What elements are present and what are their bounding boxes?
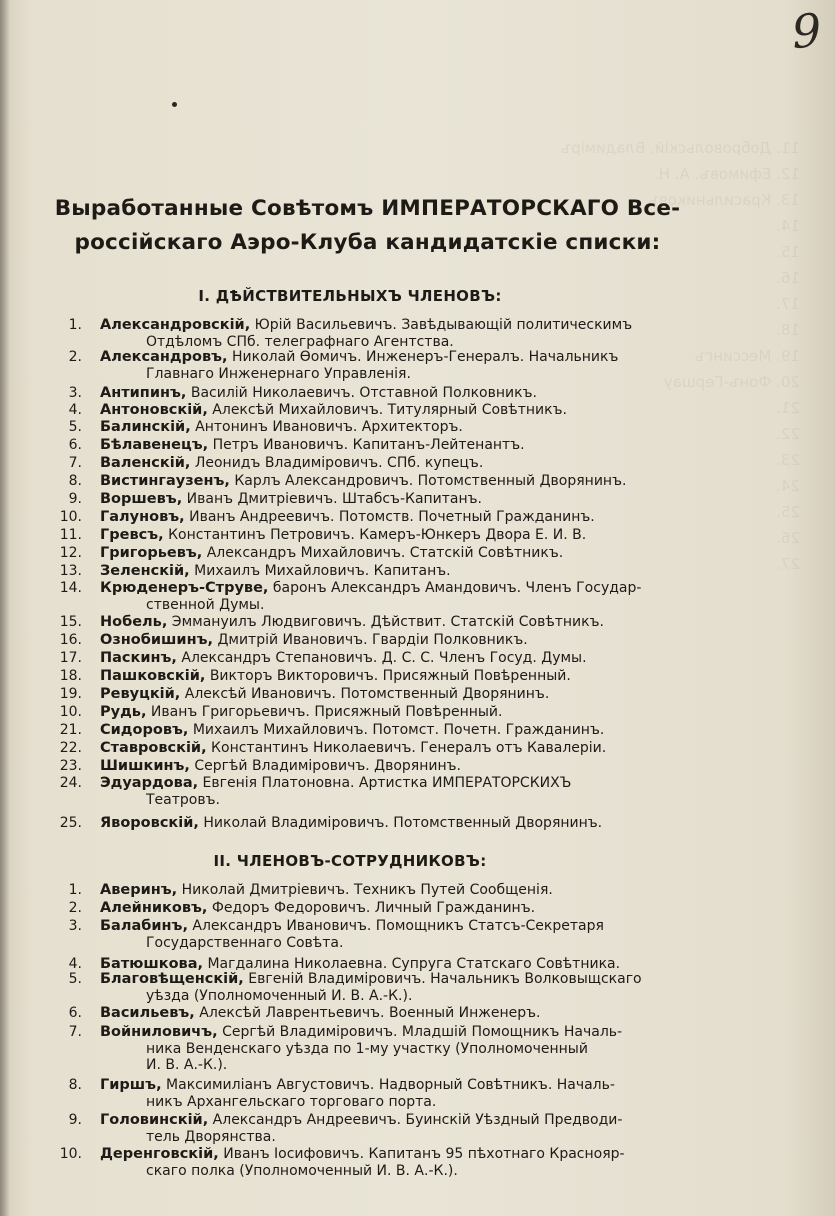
entry-details: Николай Ѳомичъ. Инженеръ-Генералъ. Начальникъ	[227, 349, 619, 365]
entry-number: 24.	[59, 775, 82, 791]
entry-details: Антонинъ Ивановичъ. Архитекторъ.	[190, 419, 463, 435]
section-heading-associate-members: II. ЧЛЕНОВЪ-СОТРУДНИКОВЪ:	[213, 852, 487, 870]
entry-surname: Ставровскій,	[100, 740, 207, 756]
entry-text	[100, 473, 668, 490]
entry-number: 9.	[68, 491, 82, 507]
entry-details: Сергѣй Владиміровичъ. Дворянинъ.	[189, 758, 461, 774]
entry-surname: Бѣлавенецъ,	[100, 437, 209, 453]
entry-number: 3.	[68, 385, 82, 401]
entry-details: Александръ Андреевичъ. Буинскій Уѣздный Предводи-	[208, 1112, 623, 1128]
entry-surname: Алейниковъ,	[100, 900, 208, 916]
entry-text	[100, 650, 668, 667]
entry-details: Михаилъ Михайловичъ. Капитанъ.	[189, 563, 451, 579]
entry-details: Иванъ Андреевичъ. Потомств. Почетный Гражданинъ.	[184, 509, 595, 525]
entry-details: Евгенія Платоновна. Артистка ИМПЕРАТОРСКИХЪ	[198, 775, 572, 791]
entry-text	[100, 882, 668, 899]
entry-text	[100, 385, 668, 402]
entry-text	[100, 614, 668, 631]
entry-number: 9.	[68, 1112, 82, 1128]
entry-surname: Эдуардова,	[100, 775, 199, 791]
entry-number: 2.	[68, 900, 82, 916]
entry-surname: Деренговскій,	[100, 1146, 219, 1162]
entry-details: Александръ Михайловичъ. Статскій Совѣтникъ.	[202, 545, 564, 561]
entry-continuation: И. В. А.-К.).	[146, 1057, 228, 1073]
entry-details: Михаилъ Михайловичъ. Потомст. Почетн. Гражданинъ.	[188, 722, 605, 738]
entry-text	[100, 900, 668, 917]
entry-details: Петръ Ивановичъ. Капитанъ-Лейтенантъ.	[208, 437, 525, 453]
entry-surname: Ознобишинъ,	[100, 632, 213, 648]
entry-text	[100, 1024, 668, 1074]
entry-surname: Яворовскій,	[100, 815, 199, 831]
entry-continuation: Главнаго Инженернаго Управленія.	[146, 365, 411, 382]
entry-number: 10.	[59, 1146, 82, 1162]
entry-details: Викторъ Викторовичъ. Присяжный Повѣренный.	[205, 668, 571, 684]
entry-details: Константинъ Петровичъ. Камеръ-Юнкеръ Двора Е. И. В.	[163, 527, 587, 543]
entry-text	[100, 545, 668, 562]
entry-text	[100, 491, 668, 508]
entry-surname: Григорьевъ,	[100, 545, 203, 561]
entry-number: 7.	[68, 1024, 82, 1040]
entry-details: баронъ Александръ Амандовичъ. Членъ Государ-	[268, 580, 642, 596]
entry-details: Иванъ Григорьевичъ. Присяжный Повѣренный.	[146, 704, 503, 720]
entry-details: Юрій Васильевичъ. Завѣдывающій политическимъ	[250, 317, 633, 333]
entry-surname: Александровскій,	[100, 317, 251, 333]
entry-number: 2.	[68, 349, 82, 365]
entry-details: Иванъ Іосифовичъ. Капитанъ 95 пѣхотнаго Краснояр-	[218, 1146, 625, 1162]
entry-details: Максимиліанъ Августовичъ. Надворный Совѣтникъ. Началь-	[161, 1077, 615, 1093]
page-number: 9	[789, 3, 823, 59]
entry-number: 18.	[59, 668, 82, 684]
title-line-1: Выработанные Совѣтомъ ИМПЕРАТОРСКАГО Все-	[54, 196, 681, 221]
entry-number: 22.	[59, 740, 82, 756]
entry-text	[100, 632, 668, 649]
entry-text	[100, 349, 668, 382]
entry-continuation: Государственнаго Совѣта.	[146, 934, 344, 951]
entry-surname: Гиршъ,	[100, 1077, 162, 1093]
entry-text	[100, 740, 668, 757]
entry-surname: Паскинъ,	[100, 650, 177, 666]
entry-details: Карлъ Александровичъ. Потомственный Дворянинъ.	[229, 473, 627, 489]
entry-details: Александръ Степановичъ. Д. С. С. Членъ Госуд. Думы.	[176, 650, 587, 666]
entry-number: 17.	[59, 650, 82, 666]
entry-text	[100, 1077, 668, 1110]
entry-details: Иванъ Дмитріевичъ. Штабсъ-Капитанъ.	[182, 491, 483, 507]
entry-text	[100, 686, 668, 703]
entry-number: 16.	[59, 632, 82, 648]
entry-text	[100, 455, 668, 472]
entry-details: Дмитрій Ивановичъ. Гвардіи Полковникъ.	[213, 632, 528, 648]
entry-number: 13.	[59, 563, 82, 579]
entry-details: Николай Владиміровичъ. Потомственный Дворянинъ.	[198, 815, 603, 831]
entry-number: 4.	[68, 402, 82, 418]
entry-number: 12.	[59, 545, 82, 561]
entry-details: Эммануилъ Людвиговичъ. Дѣйствит. Статскій Совѣтникъ.	[167, 614, 604, 630]
entry-text	[100, 704, 668, 721]
entry-text	[100, 317, 668, 350]
entry-number: 5.	[68, 971, 82, 987]
entry-surname: Антоновскій,	[100, 402, 208, 418]
entry-text	[100, 815, 668, 832]
entry-details: Алексѣй Ивановичъ. Потомственный Дворянинъ.	[180, 686, 550, 702]
entry-surname: Воршевъ,	[100, 491, 183, 507]
entry-continuation: никъ Архангельскаго торговаго порта.	[146, 1093, 437, 1110]
entry-surname: Благовѣщенскій,	[100, 971, 244, 987]
entry-details: Сергѣй Владиміровичъ. Младшій Помощникъ Началь-	[217, 1024, 623, 1040]
entry-surname: Сидоровъ,	[100, 722, 189, 738]
entry-surname: Шишкинъ,	[100, 758, 190, 774]
entry-surname: Головинскій,	[100, 1112, 209, 1128]
entry-surname: Нобель,	[100, 614, 168, 630]
entry-number: 1.	[68, 882, 82, 898]
entry-text	[100, 1005, 668, 1022]
entry-details: Евгеній Владиміровичъ. Начальникъ Волковыщскаго	[243, 971, 642, 987]
entry-number: 25.	[59, 815, 82, 831]
entry-details: Алексѣй Лаврентьевичъ. Военный Инженеръ.	[194, 1005, 541, 1021]
entry-number: 7.	[68, 455, 82, 471]
entry-number: 14.	[59, 580, 82, 596]
entry-number: 1.	[68, 317, 82, 333]
entry-number: 5.	[68, 419, 82, 435]
entry-details: Александръ Ивановичъ. Помощникъ Статсъ-Секретаря	[187, 918, 604, 934]
entry-surname: Галуновъ,	[100, 509, 185, 525]
entry-continuation: уѣзда (Уполномоченный И. В. А.-К.).	[146, 987, 413, 1004]
section-heading-full-members: I. ДѢЙСТВИТЕЛЬНЫХЪ ЧЛЕНОВЪ:	[198, 287, 502, 305]
entry-number: 3.	[68, 918, 82, 934]
entry-surname: Пашковскій,	[100, 668, 206, 684]
entry-number: 6.	[68, 437, 82, 453]
entry-details: Федоръ Федоровичъ. Личный Гражданинъ.	[207, 900, 536, 916]
entry-continuation: ственной Думы.	[146, 596, 265, 613]
entry-details: Леонидъ Владиміровичъ. СПб. купецъ.	[190, 455, 484, 471]
entry-surname: Войниловичъ,	[100, 1024, 218, 1040]
entry-text	[100, 437, 668, 454]
entry-text	[100, 722, 668, 739]
title-line-2: россійскаго Аэро-Клуба кандидатскіе списки:	[74, 230, 661, 255]
entry-number: 8.	[68, 1077, 82, 1093]
entry-text	[100, 1112, 668, 1145]
entry-surname: Александровъ,	[100, 349, 228, 365]
entry-text	[100, 402, 668, 419]
entry-details: Василій Николаевичъ. Отставной Полковникъ.	[186, 385, 537, 401]
entry-number: 19.	[59, 686, 82, 702]
entry-number: 8.	[68, 473, 82, 489]
entry-text	[100, 918, 668, 951]
entry-surname: Балабинъ,	[100, 918, 188, 934]
entry-text	[100, 668, 668, 685]
document-title	[40, 192, 695, 260]
entry-surname: Ревуцкій,	[100, 686, 181, 702]
entry-surname: Васильевъ,	[100, 1005, 195, 1021]
entry-number: 11.	[59, 527, 82, 543]
entry-surname: Батюшкова,	[100, 956, 204, 972]
page-binding-shadow	[0, 0, 10, 1216]
entry-details: Николай Дмитріевичъ. Техникъ Путей Сообщенія.	[177, 882, 553, 898]
entry-details: Константинъ Николаевичъ. Генералъ отъ Кавалеріи.	[206, 740, 607, 756]
entry-continuation: Театровъ.	[146, 791, 220, 808]
entry-number: 23.	[59, 758, 82, 774]
entry-surname: Аверинъ,	[100, 882, 178, 898]
entry-number: 21.	[59, 722, 82, 738]
entry-surname: Крюденеръ-Струве,	[100, 580, 269, 596]
entry-text	[100, 527, 668, 544]
entry-details: Алексѣй Михайловичъ. Титулярный Совѣтникъ.	[207, 402, 567, 418]
entry-continuation: ника Венденскаго уѣзда по 1-му участку (Уполномоченный	[146, 1040, 588, 1057]
entry-surname: Вистингаузенъ,	[100, 473, 230, 489]
entry-number: 4.	[68, 956, 82, 972]
entry-continuation: тель Дворянства.	[146, 1128, 276, 1145]
entry-text	[100, 1146, 668, 1179]
entry-surname: Зеленскій,	[100, 563, 190, 579]
entry-text	[100, 563, 668, 580]
entry-surname: Балинскій,	[100, 419, 191, 435]
entry-text	[100, 580, 668, 613]
entry-number: 10.	[59, 509, 82, 525]
reverse-side-bleed-through: 11. Добровольскій. Владиміръ 12. Ефимовъ. А. Н. 13. Красильниковъ 14. 15. 16. 17. 18. 19. Мессингъ 20. Фонъ-Гершау 21. 22. 23. 24. 25. 26. 27.	[560, 139, 800, 573]
entry-number: 10.	[59, 704, 82, 720]
entry-details: Магдалина Николаевна. Супруга Статскаго Совѣтника.	[203, 956, 621, 972]
entry-continuation: скаго полка (Уполномоченный И. В. А.-К.).	[146, 1162, 458, 1179]
entry-surname: Рудь,	[100, 704, 147, 720]
entry-text	[100, 509, 668, 526]
entry-surname: Валенскій,	[100, 455, 191, 471]
entry-number: 15.	[59, 614, 82, 630]
entry-text	[100, 971, 668, 1004]
entry-number: 6.	[68, 1005, 82, 1021]
entry-surname: Антипинъ,	[100, 385, 187, 401]
entry-text	[100, 775, 668, 808]
entry-text	[100, 419, 668, 436]
ink-speck	[172, 102, 177, 107]
entry-surname: Гревсъ,	[100, 527, 164, 543]
entry-text	[100, 758, 668, 775]
entry-continuation: Отдѣломъ СПб. телеграфнаго Агентства.	[146, 333, 454, 350]
